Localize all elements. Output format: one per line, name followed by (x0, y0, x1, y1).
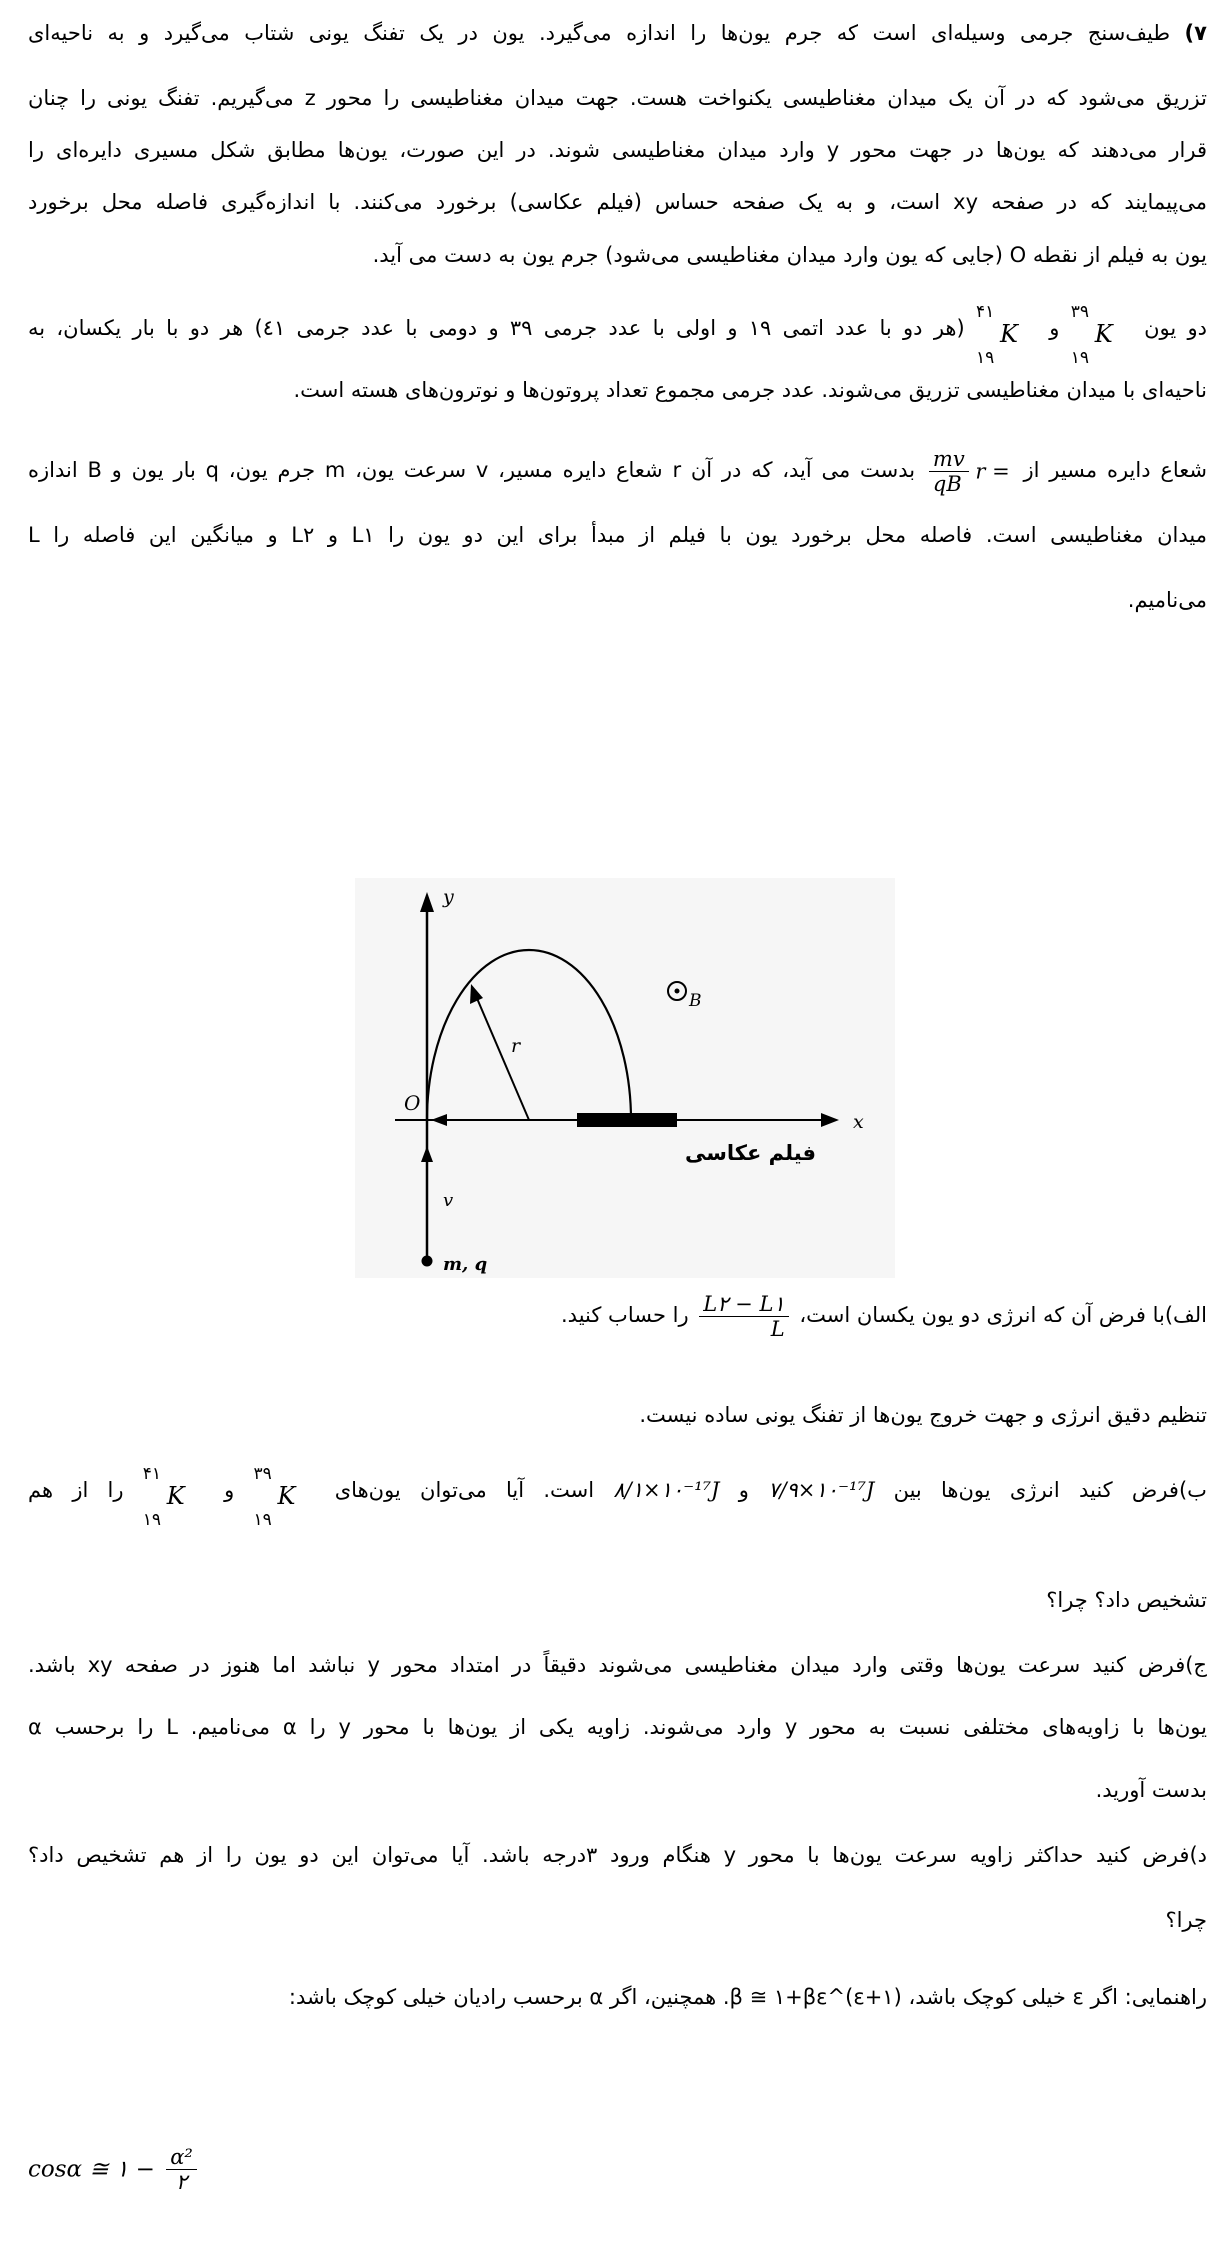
film-label: فیلم عکاسی (685, 1141, 817, 1165)
ion-dot (422, 1256, 433, 1267)
part-c-line-1: ج)فرض کنید سرعت یون‌ها وقتی وارد میدان مغناطیسی می‌شوند دقیقاً در امتداد محور y نباشد اما هنوز در صفحه xy باشد. (28, 1653, 1207, 1677)
x-axis-label: x (853, 1111, 864, 1133)
isotope-k39: ۳۹ K ۱۹ (1070, 302, 1113, 368)
field-line-end: می‌نامیم. (1127, 588, 1207, 612)
mass-spectrometer-figure (355, 878, 895, 1278)
field-out-dot (675, 989, 680, 994)
intro-line-4: می‌پیمایند که در صفحه xy است، و به یک صفحه حساس (فیلم عکاسی) برخورد می‌کنند. با اندازه‌گیری فاصله محل برخورد (28, 190, 1207, 214)
part-b-line: ب)فرض کنید انرژی یون‌ها بین ۷/۹×۱۰⁻¹⁷J و ۸/۱×۱۰⁻¹⁷J است. آیا می‌توان یون‌های ۳۹ K ۱۹ و ۴۱ K ۱۹ را از هم (28, 1464, 1207, 1530)
part-d-line-1: د)فرض کنید حداکثر زاویه سرعت یون‌ها با محور y هنگام ورود ۳درجه باشد. آیا می‌توان این دو یون را از هم تشخیص داد؟ (28, 1843, 1207, 1867)
figure-background (355, 878, 895, 1278)
problem-number: ۷) (1184, 21, 1207, 45)
part-d-line-2: چرا؟ (1165, 1908, 1207, 1932)
part-a-line: الف)با فرض آن که انرژی دو یون یکسان است، $\frac{L۲ - L۱}{L}$ را حساب کنید. (561, 1291, 1207, 1341)
intro-line-1: ۷) طیف‌سنج جرمی وسیله‌ای است که جرم یون‌ها را اندازه می‌گیرد. یون در یک تفنگ یونی شتاب می‌گیرد و به ناحیه‌ای (28, 21, 1207, 45)
part-b-line-2: تشخیص داد؟ چرا؟ (1046, 1588, 1207, 1612)
tuning-line: تنظیم دقیق انرژی و جهت خروج یون‌ها از تفنگ یونی ساده نیست. (639, 1403, 1207, 1427)
hint-line: راهنمایی: اگر ε خیلی کوچک باشد، (۱+ε)^β ≅ ۱+βε. همچنین، اگر α برحسب رادیان خیلی کوچک باشد: (288, 1985, 1207, 2009)
cos-approx-formula: cosα ≅ ۱ − $\frac{\text{α²}}{۲}$ (28, 2145, 201, 2194)
y-axis-label: y (443, 886, 454, 908)
intro-line-3: قرار می‌دهند که یون‌ها در جهت محور y وارد میدان مغناطیسی شوند. در این صورت، یون‌ها مطابق شکل مسیری دایره‌ای را (28, 138, 1208, 162)
part-c-line-2: یون‌ها با زاویه‌های مختلفی نسبت به محور y وارد می‌شوند. زاویه یکی از یون‌ها با محور y را α می‌نامیم. L را برحسب α (28, 1715, 1207, 1739)
field-line: میدان مغناطیسی است. فاصله محل برخورد یون با فیلم از مبدأ برای این دو یون را L۱ و L۲ و میانگین این فاصله را L (28, 523, 1207, 547)
part-a-fraction: $\frac{L۲ - L۱}{L}$ (699, 1292, 788, 1341)
radius-line: شعاع دایره مسیر از $\frac{mv}{qB}$ r = بدست می آید، که در آن r شعاع دایره مسیر، v سرعت یون، m جرم یون، q بار یون و B اندازه (28, 446, 1208, 496)
photographic-film (577, 1113, 677, 1127)
charge-label: m, q (443, 1254, 488, 1275)
part-c-line-3: بدست آورید. (1095, 1778, 1207, 1802)
velocity-label: v (443, 1190, 454, 1211)
origin-label: O (404, 1091, 421, 1115)
radius-label: r (511, 1035, 521, 1057)
radius-formula: $\frac{mv}{qB}$ r = (929, 447, 1010, 496)
intro-line-5: یون به فیلم از نقطه O (جایی که یون وارد میدان مغناطیسی می‌شود) جرم یون به دست می آید. (372, 243, 1207, 267)
intro-line-2: تزریق می‌شود که در آن یک میدان مغناطیسی یکنواخت هست. جهت میدان مغناطیسی را محور z می‌گیریم. تفنگ یونی را چنان (28, 86, 1207, 110)
isotope-line: دو یون ۳۹ K ۱۹ و ۴۱ K ۱۹ (هر دو با عدد اتمی ۱۹ و اولی با عدد جرمی ۳۹ و دومی با عدد جرمی ٤١) هر دو با بار یکسان، به (28, 302, 1207, 368)
field-label: B (689, 991, 702, 1011)
isotope-k39-b: ۳۹ K ۱۹ (253, 1464, 296, 1530)
isotope-k41-b: ۴۱ K ۱۹ (142, 1464, 185, 1530)
isotope-k41: ۴۱ K ۱۹ (975, 302, 1018, 368)
isotope-line-2: ناحیه‌ای با میدان مغناطیسی تزریق می‌شوند. عدد جرمی مجموع تعداد پروتون‌ها و نوترون‌های هسته است. (293, 378, 1207, 402)
